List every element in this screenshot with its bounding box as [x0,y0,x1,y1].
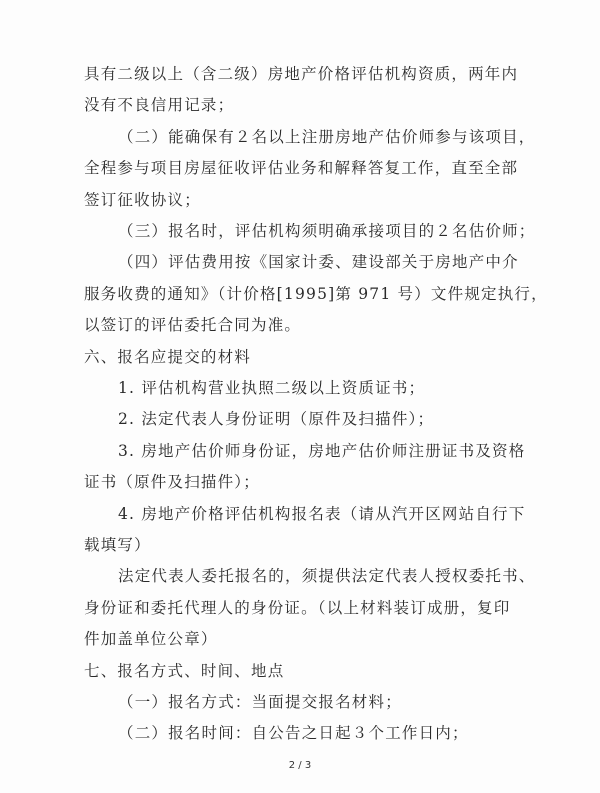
text-line: （一）报名方式：当面提交报名材料； [118,693,402,711]
section-heading: 六、报名应提交的材料 [84,347,252,366]
list-item: 4. 房地产价格评估机构报名表（请从汽开区网站自行下 [118,504,526,523]
text-line: 身份证和委托代理人的身份证。（以上材料装订成册，复印 [84,598,511,617]
text-line: 没有不良信用记录； [84,96,235,115]
text-line: （二）能确保有２名以上注册房地产估价师参与该项目， [118,127,536,146]
text-line: 载填写） [84,536,151,554]
text-line: 服务收费的通知》（计价格[1995]第 971 号）文件规定执行， [84,284,548,303]
section-heading: 七、报名方式、时间、地点 [84,661,285,680]
text-line: （四）评估费用按《国家计委、建设部关于房地产中介 [118,253,519,272]
text-line: （二）报名时间：自公告之日起３个工作日内； [118,724,469,743]
text-line: 签订征收协议； [84,190,201,209]
text-line: 件加盖单位公章） [84,630,218,649]
text-line: （三）报名时，评估机构须明确承接项目的２名估价师； [118,222,536,240]
text-line: 法定代表人委托报名的，须提供法定代表人授权委托书、 [118,567,536,586]
text-line: 具有二级以上（含二级）房地产价格评估机构资质，两年内 [84,65,519,83]
page-number: 2 / 3 [288,760,312,771]
list-item: 2. 法定代表人身份证明（原件及扫描件）； [118,410,435,429]
text-line: 全程参与项目房屋征收评估业务和解释答复工作，直至全部 [84,159,519,178]
text-line: 证书（原件及扫描件）； [84,473,260,492]
list-item: 3. 房地产估价师身份证，房地产估价师注册证书及资格 [118,441,526,460]
list-item: 1. 评估机构营业执照二级以上资质证书； [118,379,426,397]
text-line: 以签订的评估委托合同为准。 [84,316,302,335]
